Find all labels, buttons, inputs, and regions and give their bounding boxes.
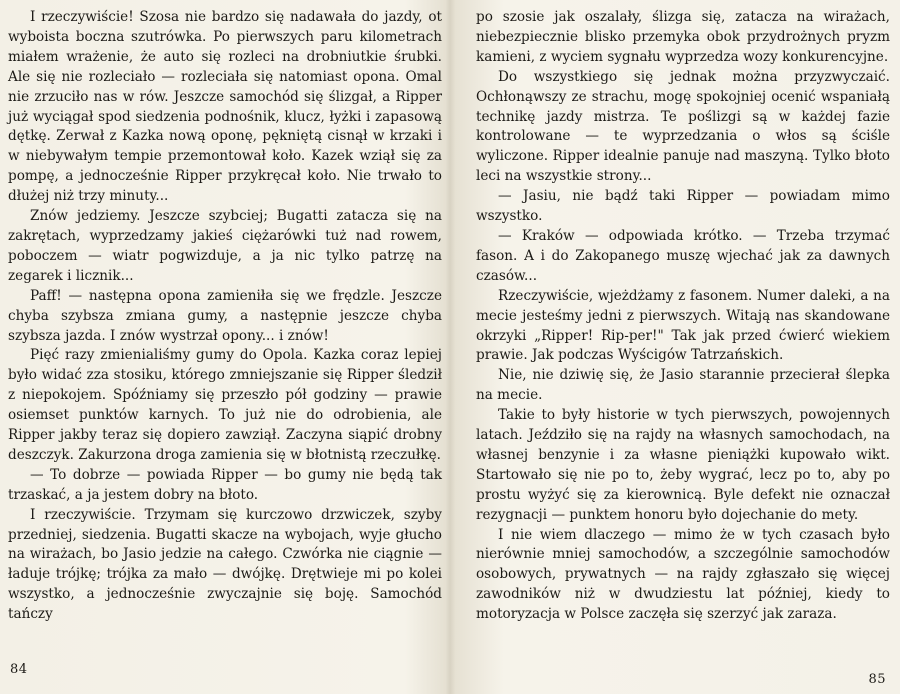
paragraph: Do wszystkiego się jednak można przyzwyczaić. Ochłonąwszy ze strachu, mogę spokojniej ocenić wspaniałą technikę jazdy mistrza. Te poślizgi są w każdej fazie kontrolowane — te wyprzedzania o włos są ściśle wyliczone. Ripper idealnie panuje nad maszyną. Tylko błoto leci na wszystkie strony... xyxy=(476,68,890,185)
left-page-text xyxy=(8,8,442,625)
paragraph: — Jasiu, nie bądź taki Ripper — powiadam mimo wszystko. xyxy=(476,188,890,225)
left-page xyxy=(8,8,442,677)
paragraph: po szosie jak oszalały, ślizga się, zatacza na wirażach, niebezpiecznie blisko przemyka obok przydrożnych pryzm kamieni, z wyciem sygnału wyprzedza wozy konkurencyjne. xyxy=(476,9,890,65)
right-page-text xyxy=(476,8,890,625)
paragraph: — Kraków — odpowiada krótko. — Trzeba trzymać fason. A i do Zakopanego muszę wjechać jak za dawnych czasów... xyxy=(476,227,890,284)
paragraph: I rzeczywiście. Trzymam się kurczowo drzwiczek, szyby przedniej, siedzenia. Bugatti skacze na wybojach, wyje głucho na wirażach, bo Jasio jedzie na całego. Czwórka nie ciągnie — ładuje trójkę; trójka za mało — dwójkę. Drętwieje mi po kolei wszystko, a jednocześnie zwyczajnie się boję. Samochód tańczy xyxy=(8,506,442,623)
page-number-right: 85 xyxy=(868,672,886,687)
paragraph: — To dobrze — powiada Ripper — bo gumy nie będą tak trzaskać, a ja jestem dobry na błoto. xyxy=(8,466,442,503)
paragraph: Nie, nie dziwię się, że Jasio starannie przecierał ślepka na mecie. xyxy=(476,367,890,404)
paragraph: I nie wiem dlaczego — mimo że w tych czasach było nierównie mniej samochodów, a szczególnie samochodów osobowych, prywatnych — na rajdy zgłaszało się więcej zawodników niż w dwudziestu lat później, kiedy to motoryzacja w Polsce zaczęła się szerzyć jak zaraza. xyxy=(476,526,890,623)
paragraph: Takie to były historie w tych pierwszych, powojennych latach. Jeździło się na rajdy na własnych samochodach, na własnej benzynie i za własne pieniążki kupowało wikt. Startowało się nie po to, żeby wygrać, lecz po to, aby po prostu wyżyć się za kierownicą. Byle defekt nie oznaczał rezygnacji — punktem honoru było dojechanie do mety. xyxy=(476,407,890,523)
paragraph: Rzeczywiście, wjeżdżamy z fasonem. Numer daleki, a na mecie jesteśmy jedni z pierwszych. Witają nas skandowane okrzyki „Ripper! Rip-per!" Tak jak przed ćwierć wiekiem prawie. Jak podczas Wyścigów Tatrzańskich. xyxy=(476,287,890,364)
paragraph: I rzeczywiście! Szosa nie bardzo się nadawała do jazdy, ot wyboista boczna szutrówka. Po pierwszych paru kilometrach miałem wrażenie, że auto się rozleci na drobniutkie śrubki. Ale się nie rozleciało — rozleciała się natomiast opona. Omal nie zrzuciło nas w rów. Jeszcze samochód się ślizgał, a Ripper już wyciągał spod siedzenia podnośnik, klucz, łyżki i zapasową dętkę. Zerwał z Kazka nową oponę, pękniętą cisnął w krzaki i w niebywałym tempie przemontował koło. Kazek wziął się za pompę, a jednocześnie Ripper przykręcał koło. Nie trwało to dłużej niż trzy minuty... xyxy=(8,9,442,205)
paragraph: Znów jedziemy. Jeszcze szybciej; Bugatti zatacza się na zakrętach, wyprzedzamy jakieś ciężarówki tuż nad rowem, poboczem — wiatr pogwizduje, a ja nic tylko patrzę na zegarek i licznik... xyxy=(8,208,442,284)
paragraph: Pięć razy zmienialiśmy gumy do Opola. Kazka coraz lepiej było widać zza stosiku, którego zmniejszanie się Ripper śledził z niepokojem. Spóźniamy się przeszło pół godziny — prawie osiemset punktów karnych. To już nie do odrobienia, ale Ripper jakby teraz się dopiero zawziął. Zaczyna siąpić drobny deszczyk. Zakurzona droga zamienia się w błotnistą rzeczułkę. xyxy=(8,347,442,463)
page-number-left: 84 xyxy=(10,662,28,677)
right-page xyxy=(476,8,890,687)
paragraph: Paff! — następna opona zamieniła się we frędzle. Jeszcze chyba szybsza zmiana gumy, a następnie jeszcze chyba szybsza jazda. I znów wystrzał opony... i znów! xyxy=(8,287,442,344)
